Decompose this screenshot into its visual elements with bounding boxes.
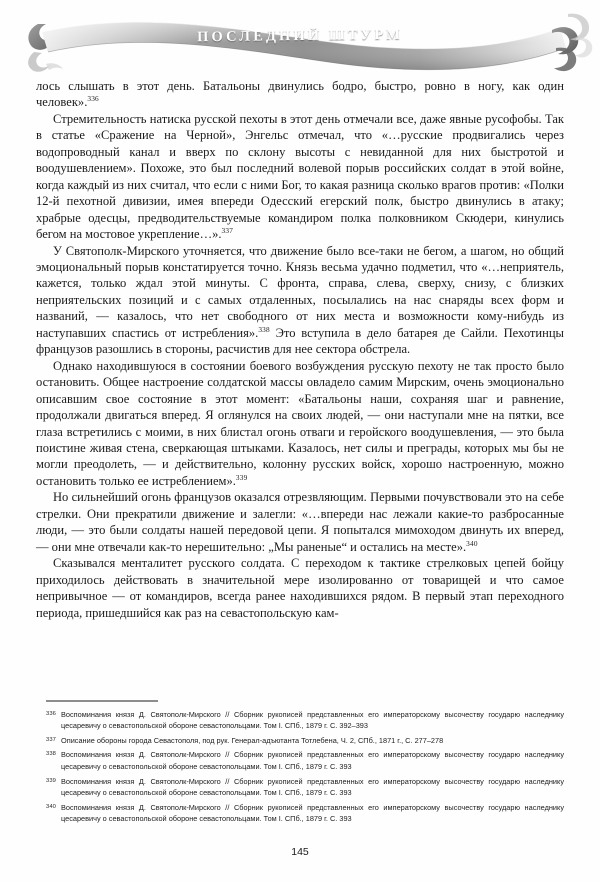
footnote-number: 337 bbox=[46, 736, 56, 743]
footnote-separator-rule bbox=[46, 700, 158, 702]
footnote-ref-337[interactable]: 337 bbox=[221, 225, 234, 235]
paragraph-engels bbox=[36, 111, 564, 243]
chapter-title: ПОСЛЕДНИЙ ШТУРМ bbox=[197, 26, 403, 46]
footnote-item bbox=[36, 735, 564, 746]
page-number: 145 bbox=[291, 846, 309, 858]
footnote-number: 338 bbox=[46, 751, 56, 758]
footnote-text: Воспоминания князя Д. Святополк-Мирского // Сборник рукописей представленных его императорскому высочеству государю наследнику цесаревичу о севастопольской обороне севастопольцами. Том I. СПб., 1879 г. С. 393 bbox=[61, 802, 564, 823]
paragraph-text: лось слышать в этот день. Батальоны двинулись бодро, быстро, ровно в ногу, как один человек». bbox=[36, 79, 564, 110]
body-text-column bbox=[36, 78, 564, 621]
paragraph-text: Однако находившуюся в состоянии боевого возбуждения русскую пехоту не так просто было остановить. Общее настроение солдатской массы овладело самим Мирским, очень эмоционально описавшим свое состояние в этот момент: «Батальоны наши, сохраняя шаг и равнение, продолжали двигаться вперед. Я оглянулся на своих людей, — они наступали мне на пятки, все глаза встретились с моими, в них блистал огонь отваги и геройского воодушевления, — это была поистине живая стена, сверкающая штыками. Казалось, нет силы и преграды, которых мы бы не могли преодолеть, — и действительно, колонну русских войск, хорошо настроенную, можно остановить только ее истреблением». bbox=[36, 358, 564, 488]
footnote-item bbox=[36, 749, 564, 772]
footnote-text: Воспоминания князя Д. Святополк-Мирского // Сборник рукописей представленных его императорскому высочеству государю наследнику цесаревичу о севастопольской обороне севастопольцами. Том I. СПб., 1879 г. С. 392–393 bbox=[61, 709, 564, 730]
paragraph-text: Стремительность натиска русской пехоты в этот день отмечали все, даже явные русофобы. Так в статье «Сражение на Черной», Энгельс отмечал, что «…русские продвигались через водопроводный канал и вверх по склону высоты с невиданной для них быстротой и воодушевлением». Похоже, это был последний волевой порыв российских солдат в этой войне, когда каждый из них считал, что если с ними Бог, то какая разница сколько врагов против: «Полки 12-й пехотной дивизии, имея впереди Одесский егерский полк, быстро двинулись в атаку; храбрые одесцы, предводительствуемые командиром полка полковником Скюдери, кинулись бегом на мостовое укрепление…». bbox=[36, 111, 564, 242]
paragraph-infantry bbox=[36, 358, 564, 490]
paragraph-text: Но сильнейший огонь французов оказался отрезвляющим. Первыми почувствовали это на себе стрелки. Они прекратили движение и залегли: «…впереди нас лежали какие-то разбросанные люди, — это были солдаты нашей передовой цепи. Я попытался мимоходом двинуть их вперед, — они мне отвечали как-то нерешительно: „Мы раненые“ и остались на месте». bbox=[36, 490, 564, 554]
paragraph-french-fire bbox=[36, 489, 564, 555]
paragraph-continued bbox=[36, 78, 564, 111]
footnote-item bbox=[36, 776, 564, 799]
footnote-number: 336 bbox=[46, 710, 56, 717]
paragraph-text: У Святополк-Мирского уточняется, что движение было все-таки не бегом, а шагом, но общий эмоциональный порыв констатируется точно. Князь весьма удачно подметил, что «…неприятель, кажется, только ждал этой минуты. С фронта, справа, слева, сверху, снизу, с близких неприятельских позиций и с самых отдаленных, посылались на нас снаряды всех форм и названий, — казалось, что нет свободного от них места и возможности кому-нибудь из наступавших спастись от истребления». bbox=[36, 243, 564, 340]
footnote-text: Описание обороны города Севастополя, под рук. Генерал-адъютанта Тотлебена, Ч. 2, СПб., 1871 г., С. 277–278 bbox=[61, 735, 444, 745]
footnote-ref-336[interactable]: 336 bbox=[87, 94, 99, 104]
paragraph-mirsky bbox=[36, 243, 564, 358]
footnote-ref-338[interactable]: 338 bbox=[258, 324, 270, 334]
footnotes-section bbox=[36, 700, 564, 828]
footnote-number: 339 bbox=[46, 777, 56, 784]
footnote-ref-340[interactable]: 340 bbox=[466, 538, 478, 548]
paragraph-text-after: Это вступила в дело батарея де Сайли. Пехотинцы французов разошлись в стороны, расчистив для нее сектора обстрела. bbox=[36, 325, 564, 357]
chapter-ribbon-banner bbox=[0, 2, 600, 80]
footnote-text: Воспоминания князя Д. Святополк-Мирского // Сборник рукописей представленных его императорскому высочеству государю наследнику цесаревичу о севастопольской обороне севастопольцами. Том I. СПб., 1879 г. С. 393 bbox=[61, 776, 564, 797]
footnote-item bbox=[36, 802, 564, 825]
footnote-ref-339[interactable]: 339 bbox=[235, 472, 248, 482]
footnote-text: Воспоминания князя Д. Святополк-Мирского // Сборник рукописей представленных его императорскому высочеству государю наследнику цесаревичу о севастопольской обороне севастопольцами. Том I. СПб., 1879 г. С. 393 bbox=[61, 750, 564, 771]
paragraph-mentality: Сказывался менталитет русского солдата. С переходом к тактике стрелковых цепей бойцу приходилось действовать в значительной мере изолированно от товарищей и что самое непривычное — от командиров, всегда ранее находившихся рядом. В первый этап переходного периода, пришедшийся как раз на севастопольскую кам- bbox=[36, 556, 564, 620]
footnote-number: 340 bbox=[46, 803, 56, 810]
footnote-item bbox=[36, 709, 564, 732]
